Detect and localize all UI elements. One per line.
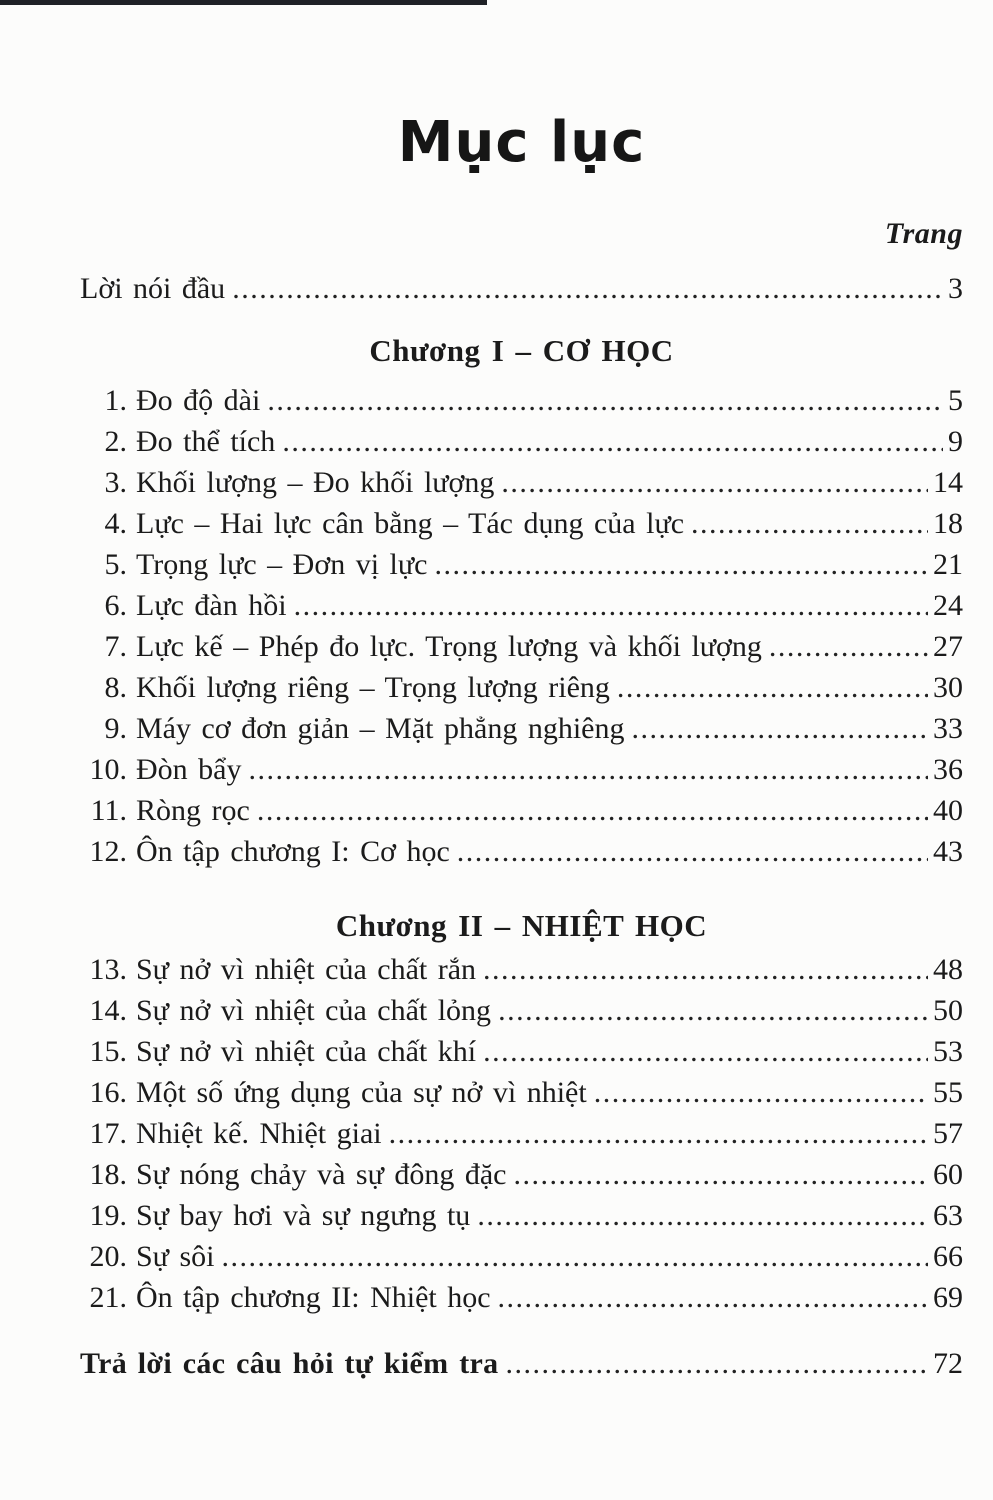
toc-row xyxy=(80,831,963,872)
toc-entry-label: Nhiệt kế. Nhiệt giai xyxy=(136,1117,382,1150)
dot-leader xyxy=(483,949,928,990)
dot-leader xyxy=(631,708,928,749)
toc-row xyxy=(80,708,963,749)
toc-row xyxy=(80,990,963,1031)
toc-entry-page: 33 xyxy=(933,712,963,745)
toc-entry-page: 40 xyxy=(933,794,963,827)
toc-entry-page: 48 xyxy=(933,953,963,986)
toc-entry-number: 1. xyxy=(104,384,127,417)
dot-leader xyxy=(294,585,928,626)
dot-leader xyxy=(483,1031,928,1072)
toc-content xyxy=(80,103,963,1384)
toc-entry-label: Ôn tập chương II: Nhiệt học xyxy=(136,1281,491,1314)
toc-row xyxy=(80,462,963,503)
toc-row-footer xyxy=(80,1343,963,1384)
toc-entry-number: 3. xyxy=(104,466,127,499)
toc-entry-page: 5 xyxy=(948,384,963,417)
toc-row xyxy=(80,1236,963,1277)
toc-entry-number: 11. xyxy=(90,794,127,827)
toc-entry-page: 3 xyxy=(948,272,963,305)
dot-leader xyxy=(505,1343,928,1384)
toc-row xyxy=(80,1195,963,1236)
toc-row xyxy=(80,585,963,626)
toc-entry-page: 43 xyxy=(933,835,963,868)
toc-entry-label: Đo thể tích xyxy=(136,425,276,458)
toc-entry-label: Lực đàn hồi xyxy=(136,589,287,622)
toc-entry-number: 7. xyxy=(104,630,127,663)
toc-entry-page: 36 xyxy=(933,753,963,786)
toc-entry-number: 21. xyxy=(89,1281,127,1314)
dot-leader xyxy=(769,626,928,667)
toc-row xyxy=(80,1031,963,1072)
dot-leader xyxy=(501,462,928,503)
toc-entry-number: 17. xyxy=(89,1117,127,1150)
toc-row xyxy=(80,749,963,790)
toc-entry-label: Đo độ dài xyxy=(136,384,261,417)
toc-entry-label: Khối lượng – Đo khối lượng xyxy=(136,466,495,499)
toc-row xyxy=(80,949,963,990)
toc-entry-label: Lực kế – Phép đo lực. Trọng lượng và khối lượng xyxy=(136,630,762,663)
toc-entry-label: Khối lượng riêng – Trọng lượng riêng xyxy=(136,671,610,704)
toc-entry-page: 69 xyxy=(933,1281,963,1314)
toc-entry-number: 15. xyxy=(89,1035,127,1068)
toc-row xyxy=(80,1154,963,1195)
toc-entry-label: Một số ứng dụng của sự nở vì nhiệt xyxy=(136,1076,587,1109)
dot-leader xyxy=(617,667,928,708)
dot-leader xyxy=(498,1277,928,1318)
toc-entry-label: Lời nói đầu xyxy=(80,272,226,305)
page-title: Mục lục xyxy=(397,110,646,175)
dot-leader xyxy=(594,1072,928,1113)
toc-entry-number: 18. xyxy=(89,1158,127,1191)
dot-leader xyxy=(498,990,928,1031)
toc-entry-page: 24 xyxy=(933,589,963,622)
toc-entry-label: Sự nóng chảy và sự đông đặc xyxy=(136,1158,507,1191)
toc-entry-page: 53 xyxy=(933,1035,963,1068)
toc-entry-number: 4. xyxy=(104,507,127,540)
toc-entry-label: Ôn tập chương I: Cơ học xyxy=(136,835,450,868)
toc-row-intro xyxy=(80,268,963,309)
dot-leader xyxy=(232,268,943,309)
toc-entry-number: 10. xyxy=(89,753,127,786)
toc-entry-label: Sự nở vì nhiệt của chất rắn xyxy=(136,953,477,986)
toc-entry-number: 16. xyxy=(89,1076,127,1109)
toc-entry-page: 21 xyxy=(933,548,963,581)
toc-entry-number: 8. xyxy=(104,671,127,704)
toc-row xyxy=(80,380,963,421)
toc-row xyxy=(80,790,963,831)
toc-row xyxy=(80,421,963,462)
toc-entry-page: 18 xyxy=(933,507,963,540)
toc-entry-number: 13. xyxy=(89,953,127,986)
toc-entry-number: 6. xyxy=(104,589,127,622)
toc-entry-number: 14. xyxy=(89,994,127,1027)
toc-entry-number: 2. xyxy=(104,425,127,458)
toc-entry-page: 66 xyxy=(933,1240,963,1273)
toc-entry-number: 20. xyxy=(89,1240,127,1273)
toc-entry-page: 60 xyxy=(933,1158,963,1191)
toc-entry-number: 19. xyxy=(89,1199,127,1232)
page-column-header: Trang xyxy=(884,217,963,250)
toc-entry-label: Đòn bẩy xyxy=(136,753,242,786)
toc-row xyxy=(80,667,963,708)
dot-leader xyxy=(691,503,928,544)
toc-row xyxy=(80,503,963,544)
toc-entry-number: 12. xyxy=(89,835,127,868)
toc-entry-page: 27 xyxy=(933,630,963,663)
scan-artifact-bar xyxy=(0,0,487,5)
toc-entry-label: Trọng lực – Đơn vị lực xyxy=(136,548,428,581)
dot-leader xyxy=(267,380,943,421)
toc-entry-page: 72 xyxy=(933,1347,963,1380)
toc-entry-page: 30 xyxy=(933,671,963,704)
toc-entry-page: 14 xyxy=(933,466,963,499)
toc-entry-page: 57 xyxy=(933,1117,963,1150)
toc-entry-number: 5. xyxy=(104,548,127,581)
toc-list xyxy=(80,268,963,1384)
dot-leader xyxy=(513,1154,928,1195)
dot-leader xyxy=(389,1113,928,1154)
dot-leader xyxy=(282,421,943,462)
dot-leader xyxy=(248,749,928,790)
dot-leader xyxy=(457,831,928,872)
section-heading: Chương I – CƠ HỌC xyxy=(369,333,674,368)
toc-row xyxy=(80,626,963,667)
toc-entry-page: 50 xyxy=(933,994,963,1027)
toc-entry-label: Lực – Hai lực cân bằng – Tác dụng của lực xyxy=(136,507,685,540)
toc-entry-label: Ròng rọc xyxy=(136,794,250,827)
toc-row xyxy=(80,1277,963,1318)
toc-entry-label: Máy cơ đơn giản – Mặt phẳng nghiêng xyxy=(136,712,625,745)
toc-row xyxy=(80,1072,963,1113)
toc-entry-label: Sự sôi xyxy=(136,1240,215,1273)
toc-entry-page: 55 xyxy=(933,1076,963,1109)
section-heading: Chương II – NHIỆT HỌC xyxy=(335,908,708,943)
dot-leader xyxy=(477,1195,928,1236)
toc-entry-label: Sự nở vì nhiệt của chất lỏng xyxy=(136,994,492,1027)
toc-entry-label: Trả lời các câu hỏi tự kiểm tra xyxy=(80,1347,499,1380)
dot-leader xyxy=(221,1236,928,1277)
toc-entry-number: 9. xyxy=(104,712,127,745)
toc-entry-page: 63 xyxy=(933,1199,963,1232)
dot-leader xyxy=(434,544,928,585)
toc-entry-label: Sự bay hơi và sự ngưng tụ xyxy=(136,1199,471,1232)
dot-leader xyxy=(257,790,928,831)
toc-row xyxy=(80,544,963,585)
toc-entry-label: Sự nở vì nhiệt của chất khí xyxy=(136,1035,477,1068)
toc-row xyxy=(80,1113,963,1154)
toc-entry-page: 9 xyxy=(948,425,963,458)
